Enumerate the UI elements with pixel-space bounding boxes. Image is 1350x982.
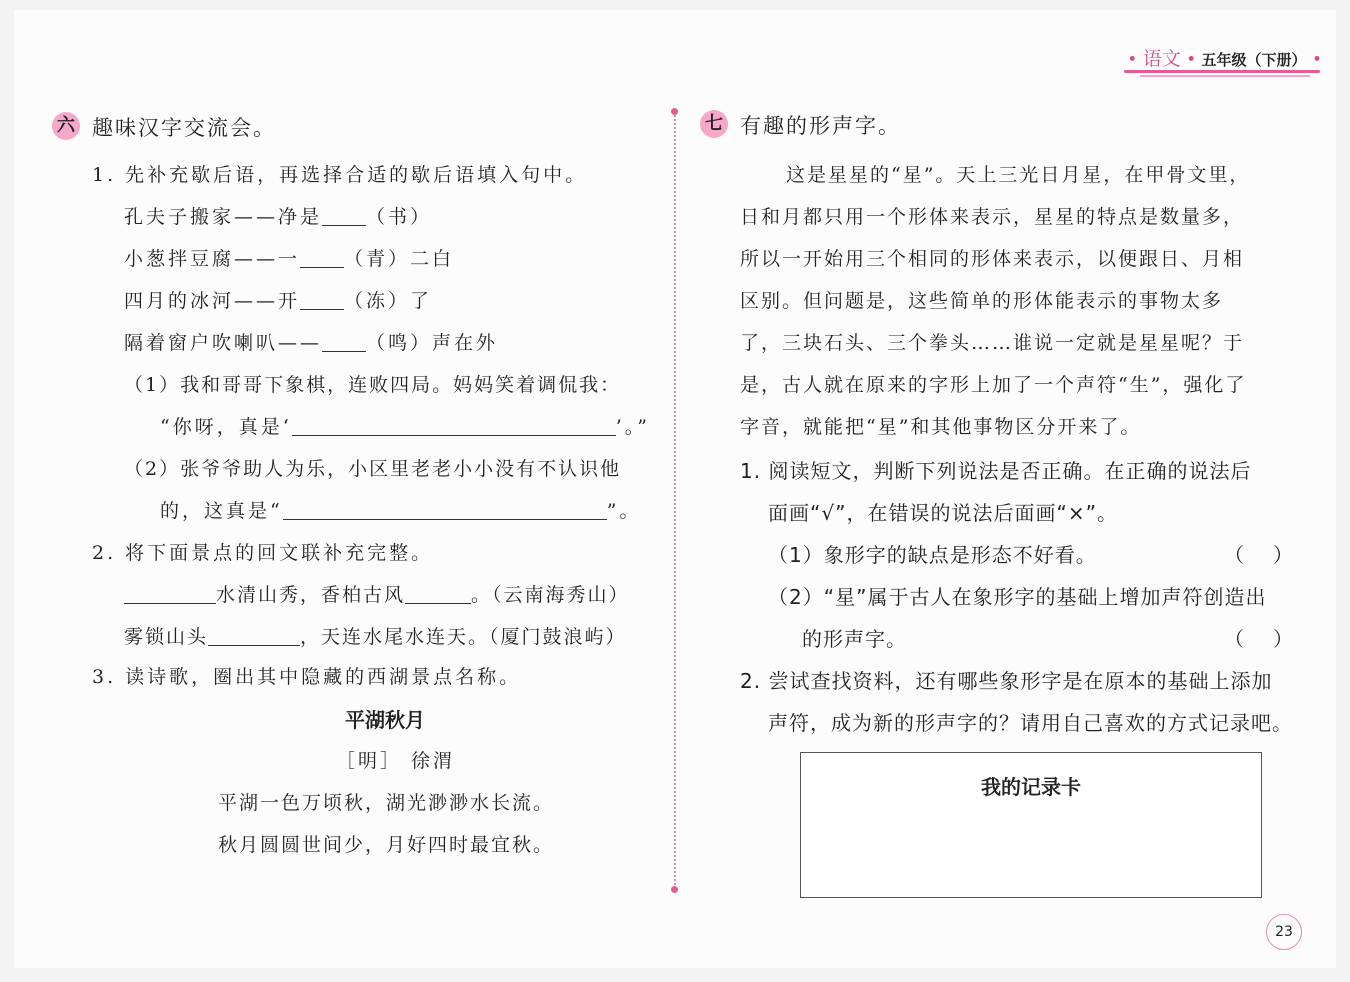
q7-1-item-1: （1）象形字的缺点是形态不好看。 [768, 543, 1097, 567]
couplet-2-blank[interactable] [208, 629, 300, 646]
passage-line-3: 所以一开始用三个相同的形体来表示，以便跟日、月相 [740, 248, 1245, 270]
xiehouyu-1-text: 孔夫子搬家——净是 [124, 206, 323, 228]
passage-line-2: 日和月都只用一个形体来表示，星星的特点是数量多， [740, 206, 1245, 228]
xiehouyu-2-hint: （青）二白 [344, 248, 455, 270]
xiehouyu-4-text: 隔着窗户吹喇叭—— [124, 332, 323, 354]
couplet-line-2 [124, 622, 627, 649]
passage-line-7: 字音，就能把“星”和其他事物区分开来了。 [740, 416, 1142, 438]
xiehouyu-3-blank[interactable] [300, 293, 344, 310]
q7-1-item-1-answer[interactable] [1224, 539, 1294, 568]
q7-1-item-2-answer[interactable] [1224, 623, 1294, 652]
passage-line-5: 了，三块石头、三个拳头……谁说一定就是星星呢？于 [740, 332, 1245, 354]
xiehouyu-3-text: 四月的冰河——开 [124, 290, 301, 312]
sentence-2-close: ”。 [606, 500, 642, 522]
xiehouyu-2-text: 小葱拌豆腐——一 [124, 248, 301, 270]
q7-1-line-1: 1. 阅读短文，判断下列说法是否正确。在正确的说法后 [740, 459, 1252, 483]
q2-prompt: 2. 将下面景点的回文联补充完整。 [92, 542, 434, 564]
couplet-1-text: 水清山秀，香柏古风 [216, 584, 406, 606]
q7-2-line-1: 2. 尝试查找资料，还有哪些象形字是在原本的基础上添加 [740, 669, 1273, 693]
record-card-title: 我的记录卡 [981, 775, 1081, 799]
q7-1-line-2: 面画“√”，在错误的说法后面画“×”。 [768, 501, 1118, 525]
poem-line-1: 平湖一色万顷秋，湖光渺渺水长流。 [218, 792, 555, 814]
header-underline [1124, 70, 1320, 73]
couplet-line-1 [124, 580, 630, 607]
sentence-1-blank[interactable] [292, 419, 616, 436]
q3-prompt: 3. 读诗歌，圈出其中隐藏的西湖景点名称。 [92, 666, 522, 688]
q1-sentence-1: （1）我和哥哥下象棋，连败四局。妈妈笑着调侃我： [124, 374, 622, 396]
header-subject: 语文 [1142, 48, 1181, 70]
xiehouyu-2-blank[interactable] [300, 251, 344, 268]
passage-line-1: 这是星星的“星”。天上三光日月星，在甲骨文里， [786, 164, 1251, 186]
answer-paren-close: ） [1273, 627, 1294, 651]
q1-sentence-1-answer [160, 412, 650, 439]
sentence-2-blank[interactable] [283, 503, 607, 520]
couplet-1-source: 。（云南海秀山） [471, 584, 630, 606]
divider-top-dot [671, 108, 678, 115]
header-dot-icon: • [1180, 50, 1202, 70]
divider-bottom-dot [671, 886, 678, 893]
sentence-1-open: “你呀，真是‘ [160, 416, 292, 438]
couplet-2-text: 雾锁山头 [124, 626, 209, 648]
poem-title: 平湖秋月 [345, 708, 425, 732]
xiehouyu-line-1 [124, 202, 432, 229]
q7-2-line-2: 声符，成为新的形声字的？请用自己喜欢的方式记录吧。 [768, 711, 1293, 735]
answer-paren-open: （ [1224, 543, 1245, 567]
xiehouyu-line-2 [124, 244, 454, 271]
header-dot-icon: • [1306, 50, 1322, 70]
section-seven-title: 有趣的形声字。 [740, 114, 901, 138]
answer-paren-close: ） [1273, 543, 1294, 567]
xiehouyu-3-hint: （冻）了 [344, 290, 433, 312]
passage-line-6: 是，古人就在原来的字形上加了一个声符“生”，强化了 [740, 374, 1247, 396]
xiehouyu-line-4 [124, 328, 498, 355]
section-six-title: 趣味汉字交流会。 [92, 116, 276, 140]
couplet-2-source: ，天连水尾水连天。（厦门鼓浪屿） [300, 626, 627, 648]
answer-paren-open: （ [1224, 627, 1245, 651]
xiehouyu-1-hint: （书） [366, 206, 433, 228]
xiehouyu-4-blank[interactable] [322, 335, 366, 352]
sentence-1-close: ’。” [615, 416, 651, 438]
sentence-2-open: 的，这真是“ [160, 500, 283, 522]
couplet-1-blank-a[interactable] [124, 587, 216, 604]
q1-sentence-2: （2）张爷爷助人为乐，小区里老老小小没有不认识他 [124, 458, 622, 480]
xiehouyu-4-hint: （鸣）声在外 [366, 332, 499, 354]
header-dot-icon: • [1127, 50, 1143, 70]
section-six-badge: 六 [52, 112, 80, 140]
section-seven-badge: 七 [700, 110, 728, 138]
column-divider [674, 112, 676, 892]
header-grade: 五年级（下册） [1201, 51, 1307, 69]
q7-1-item-2-cont: 的形声字。 [802, 627, 907, 651]
q1-sentence-2-answer [160, 496, 641, 523]
page-number: 23 [1266, 914, 1302, 950]
poem-author: ［明］ 徐渭 [336, 750, 456, 772]
record-card[interactable] [800, 752, 1262, 898]
q1-prompt: 1. 先补充歇后语，再选择合适的歇后语填入句中。 [92, 164, 588, 186]
passage-line-4: 区别。但问题是，这些简单的形体能表示的事物太多 [740, 290, 1224, 312]
page-header [1127, 44, 1322, 71]
poem-line-2: 秋月圆圆世间少，月好四时最宜秋。 [218, 834, 555, 856]
xiehouyu-1-blank[interactable] [322, 209, 366, 226]
header-underline-secondary [1140, 75, 1310, 77]
q7-1-item-2: （2）“星”属于古人在象形字的基础上增加声符创造出 [768, 585, 1267, 609]
couplet-1-blank-b[interactable] [405, 587, 471, 604]
xiehouyu-line-3 [124, 286, 432, 313]
